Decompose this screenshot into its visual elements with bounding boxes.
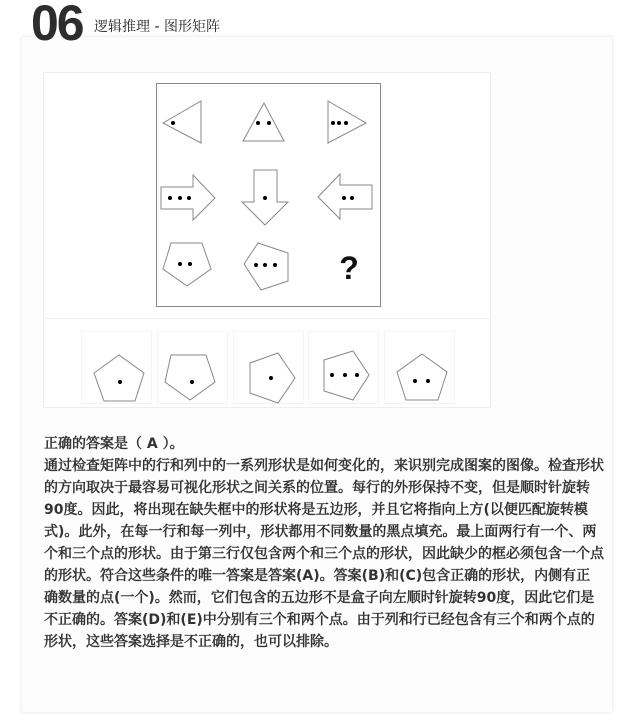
- question-mark: ?: [339, 250, 359, 286]
- divider: [44, 318, 490, 319]
- option-c[interactable]: [233, 331, 304, 404]
- explanation: [44, 433, 604, 653]
- option-d[interactable]: [308, 331, 379, 404]
- puzzle-figure: [43, 72, 491, 408]
- shape-matrix: [156, 83, 381, 307]
- option-e[interactable]: [384, 331, 455, 404]
- answer-line: 正确的答案是（ A ）。: [44, 436, 184, 452]
- explanation-body: 通过检查矩阵中的行和列中的一系列形状是如何变化的，来识别完成图案的图像。检查形状的方向取决于最容易可视化形状之间关系的位置。每行的外形保持不变，但是顺时针旋转90度。因此，将出现在缺失框中的形状将是五边形，并且它将指向上方(以便匹配旋转模式)。此外，在每一行和每一列中，形状都用不同数量的黑点填充。最上面两行有一个、两个和三个点的形状。由于第三行仅包含两个和三个点的形状，因此缺少的框必须包含一个点的形状。符合这些条件的唯一答案是答案(A)。答案(B)和(C)包含正确的形状，内侧有正确数量的点(一个)。然而，它们包含的五边形不是盒子向左顺时针旋转90度，因此它们是不正确的。答案(D)和(E)中分别有三个和两个点。由于列和行已经包含有三个和两个点的形状，这些答案选择是不正确的，也可以排除。: [44, 458, 604, 650]
- option-b[interactable]: [157, 331, 228, 404]
- section-number: 06: [31, 0, 83, 51]
- option-a[interactable]: [81, 331, 152, 404]
- section-title: 逻辑推理 - 图形矩阵: [94, 19, 220, 35]
